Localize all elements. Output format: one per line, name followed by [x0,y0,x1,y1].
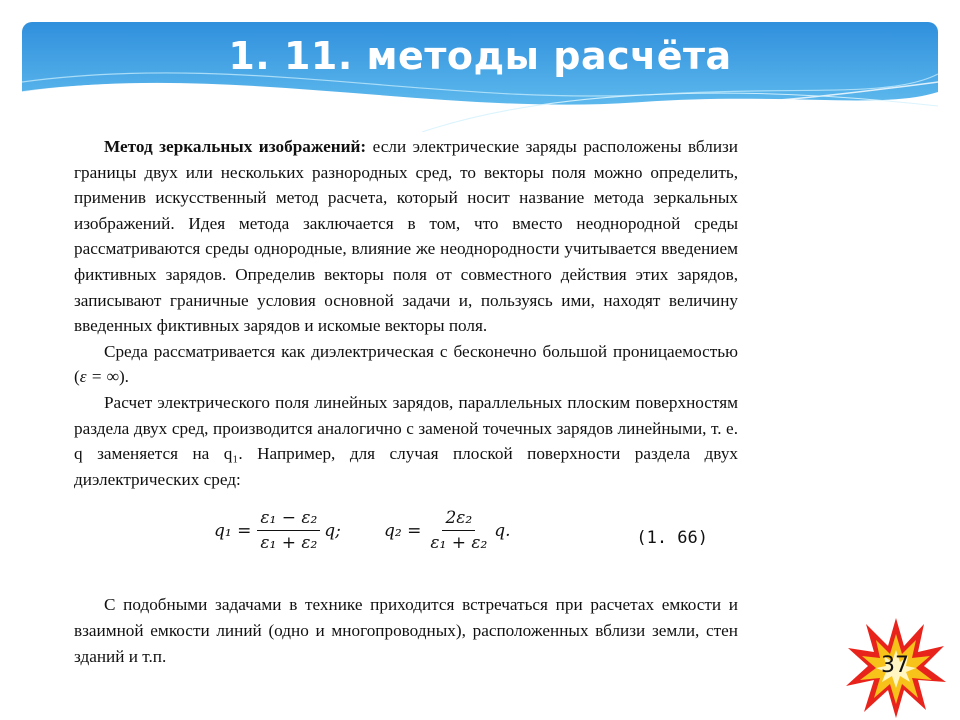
term-bold: Метод зеркальных изображений: [104,137,367,156]
fraction [427,508,490,553]
fraction-denominator: ε₁ + ε₂ [430,533,488,554]
paragraph-text: если электрические заряды расположены вблизи границы двух или нескольких разнородных сред, то векторы поля можно определить, применив искусственный метод расчета, который носит название метода зеркальных изображений. Идея метода заключается в том, что вместо неоднородной среды рассматриваются среды однородные, влияние же неоднородности учитывается введением фиктивных зарядов. Определив векторы поля от совместного действия этих зарядов, записывают граничные условия основной задачи и, пользуясь ими, находят величину введенных фиктивных зарядов и искомые векторы поля. [74,137,739,336]
equation-number: (1. 66) [636,528,708,549]
fraction-numerator: 2ε₂ [442,508,475,531]
paragraph-text: ). [118,367,129,387]
fraction-numerator: ε₁ − ε₂ [257,508,320,531]
inline-math: ε = ∞ [79,367,119,387]
page-number: 37 [881,653,909,678]
slide-title: 1. 11. методы расчёта [228,34,732,78]
formula-tail: q. [494,520,511,541]
symbol-q1: q₁ [223,444,239,464]
formula-1-66 [74,500,738,578]
formula-q2 [384,508,511,553]
paragraph-text: Расчет электрического поля линейных зарядов, параллельных плоским поверхностям раздела двух сред, производится аналогично с заменой точечных зарядов линейными, т. е. [74,392,738,438]
paragraph-applications: С подобными задачами в технике приходится встречаться при расчетах емкости и взаимной емкости линий (одно и многопроводных), расположенных вблизи земли, стен зданий и т.п. [74,595,738,666]
symbol-q: q [74,444,83,464]
formula-lhs: q₁ = [214,520,252,541]
text-body [74,134,738,669]
paragraph-medium [74,339,738,390]
fraction-denominator: ε₁ + ε₂ [260,533,318,554]
paragraph-mirror-method [74,134,738,339]
formula-q1 [214,508,341,553]
formula-lhs: q₂ = [384,520,422,541]
paragraph-text: . Например, для случая плоской поверхности раздела двух диэлектрических сред: [74,444,739,489]
paragraph-text: Среда рассматривается как диэлектрическая с бесконечно большой проницаемостью ( [74,341,738,387]
paragraph-text: заменяется на [97,444,210,464]
paragraph-linear-charges [74,390,738,492]
fraction [257,508,320,553]
formula-tail: q; [324,520,341,541]
